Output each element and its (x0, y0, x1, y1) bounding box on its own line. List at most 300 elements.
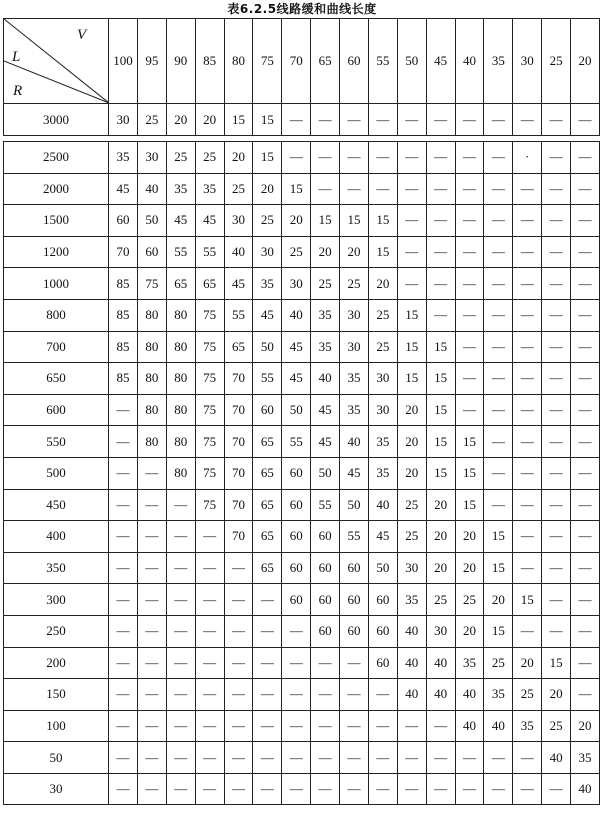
length-cell: 40 (282, 299, 311, 331)
length-cell: 75 (195, 299, 224, 331)
length-cell: 80 (166, 299, 195, 331)
table-row (4, 615, 600, 647)
length-cell: — (109, 679, 138, 711)
length-cell: — (571, 236, 600, 268)
length-cell: 15 (397, 331, 426, 363)
length-cell: 40 (484, 710, 513, 742)
length-cell: 60 (311, 521, 340, 553)
length-cell: — (311, 173, 340, 205)
length-cell: 85 (109, 331, 138, 363)
length-cell: — (542, 363, 571, 395)
radius-cell: 450 (4, 489, 109, 521)
length-cell: — (166, 584, 195, 616)
length-cell: 25 (311, 268, 340, 300)
length-cell: — (224, 742, 253, 774)
length-cell: — (253, 710, 282, 742)
length-cell: 80 (166, 331, 195, 363)
length-cell: — (224, 710, 253, 742)
length-cell: 15 (455, 457, 484, 489)
length-cell: 20 (368, 268, 397, 300)
length-cell: 45 (195, 205, 224, 237)
length-cell: — (166, 679, 195, 711)
length-cell: 85 (109, 299, 138, 331)
length-cell: — (455, 173, 484, 205)
length-cell: 20 (397, 394, 426, 426)
length-cell: 65 (224, 331, 253, 363)
length-cell: — (542, 457, 571, 489)
speed-header-cell: 75 (253, 19, 282, 104)
length-cell: 50 (137, 205, 166, 237)
length-cell: — (542, 205, 571, 237)
length-cell: 25 (484, 647, 513, 679)
length-cell: — (282, 142, 311, 174)
length-cell: — (426, 173, 455, 205)
length-cell: 70 (109, 236, 138, 268)
table-row (4, 489, 600, 521)
length-cell: — (542, 773, 571, 805)
table-row (4, 104, 600, 136)
length-cell: — (311, 773, 340, 805)
length-cell: 60 (282, 521, 311, 553)
length-cell: 15 (484, 615, 513, 647)
length-cell: 50 (340, 489, 369, 521)
length-cell: — (571, 615, 600, 647)
length-cell: 80 (137, 331, 166, 363)
length-cell: — (484, 236, 513, 268)
length-cell: 35 (340, 394, 369, 426)
length-cell: — (455, 142, 484, 174)
length-cell: 20 (311, 236, 340, 268)
length-cell: — (340, 710, 369, 742)
length-cell: 70 (224, 363, 253, 395)
length-cell: — (571, 142, 600, 174)
length-cell: 25 (282, 236, 311, 268)
length-cell: 70 (224, 457, 253, 489)
length-cell: — (137, 742, 166, 774)
length-cell: — (571, 173, 600, 205)
radius-cell: 2500 (4, 142, 109, 174)
length-cell: 70 (224, 426, 253, 458)
length-cell: 45 (282, 331, 311, 363)
length-cell: — (282, 773, 311, 805)
table-row (4, 552, 600, 584)
length-cell: 30 (426, 615, 455, 647)
length-cell: — (166, 647, 195, 679)
length-cell: 20 (455, 552, 484, 584)
table-row (4, 173, 600, 205)
length-cell: 25 (397, 489, 426, 521)
table-row (4, 268, 600, 300)
length-cell: 20 (253, 173, 282, 205)
radius-cell: 1500 (4, 205, 109, 237)
radius-cell: 350 (4, 552, 109, 584)
corner-cell (4, 19, 109, 104)
length-cell: — (426, 142, 455, 174)
length-cell: 80 (166, 426, 195, 458)
length-cell: — (109, 710, 138, 742)
table-row (4, 521, 600, 553)
length-cell: — (253, 742, 282, 774)
length-cell: 75 (137, 268, 166, 300)
length-cell: 25 (426, 584, 455, 616)
length-cell: 20 (397, 426, 426, 458)
length-cell: 30 (282, 268, 311, 300)
length-cell: — (224, 773, 253, 805)
length-cell: — (484, 489, 513, 521)
length-cell: 45 (253, 299, 282, 331)
length-cell: 40 (542, 742, 571, 774)
length-cell: 15 (513, 584, 542, 616)
speed-axis-label: V (77, 27, 87, 43)
length-cell: — (311, 710, 340, 742)
length-cell: 35 (195, 173, 224, 205)
length-cell: 30 (109, 104, 138, 136)
length-cell: 45 (368, 521, 397, 553)
length-cell: — (137, 647, 166, 679)
length-cell: 30 (397, 552, 426, 584)
length-cell: 20 (455, 615, 484, 647)
radius-cell: 1000 (4, 268, 109, 300)
length-cell: 40 (455, 679, 484, 711)
length-cell: 35 (368, 457, 397, 489)
length-cell: — (109, 742, 138, 774)
length-cell: 60 (368, 615, 397, 647)
length-cell: 15 (253, 142, 282, 174)
length-cell: 40 (311, 363, 340, 395)
radius-cell: 50 (4, 742, 109, 774)
length-cell: 30 (253, 236, 282, 268)
length-cell: — (368, 679, 397, 711)
length-cell: 60 (311, 584, 340, 616)
speed-header-cell: 30 (513, 19, 542, 104)
radius-cell: 500 (4, 457, 109, 489)
length-cell: 60 (368, 584, 397, 616)
length-cell: 15 (224, 104, 253, 136)
length-cell: — (513, 615, 542, 647)
length-cell: — (571, 363, 600, 395)
length-cell: 35 (311, 331, 340, 363)
speed-header-cell: 40 (455, 19, 484, 104)
length-cell: — (109, 615, 138, 647)
length-cell: — (368, 142, 397, 174)
length-cell: — (109, 426, 138, 458)
length-cell: 80 (166, 394, 195, 426)
length-cell: 25 (368, 299, 397, 331)
length-cell: — (282, 710, 311, 742)
length-cell: 45 (340, 457, 369, 489)
length-cell: — (166, 615, 195, 647)
length-cell: 60 (311, 615, 340, 647)
length-cell: 40 (397, 679, 426, 711)
length-cell: 75 (195, 331, 224, 363)
main-table (3, 141, 600, 805)
length-cell: 15 (368, 205, 397, 237)
length-cell: — (571, 205, 600, 237)
table-row (4, 331, 600, 363)
length-cell: 20 (513, 647, 542, 679)
length-cell: — (195, 647, 224, 679)
length-cell: 55 (282, 426, 311, 458)
length-cell: — (455, 331, 484, 363)
length-cell: 35 (484, 679, 513, 711)
length-cell: 15 (542, 647, 571, 679)
speed-header-cell: 95 (137, 19, 166, 104)
length-cell: — (224, 552, 253, 584)
length-cell: — (253, 647, 282, 679)
length-cell: 70 (224, 521, 253, 553)
length-cell: — (109, 457, 138, 489)
length-cell: — (311, 142, 340, 174)
length-cell: — (253, 584, 282, 616)
length-cell: 25 (166, 142, 195, 174)
radius-cell: 250 (4, 615, 109, 647)
length-cell: 45 (224, 268, 253, 300)
length-cell: — (513, 489, 542, 521)
length-cell: — (455, 742, 484, 774)
length-cell: — (542, 299, 571, 331)
length-cell: 35 (166, 173, 195, 205)
length-cell: — (166, 710, 195, 742)
table-row (4, 584, 600, 616)
length-cell: — (426, 299, 455, 331)
length-cell: — (513, 742, 542, 774)
length-cell: 20 (542, 679, 571, 711)
length-cell: — (340, 679, 369, 711)
length-cell: 80 (137, 394, 166, 426)
length-cell: 60 (368, 647, 397, 679)
length-cell: — (542, 236, 571, 268)
length-cell: — (397, 268, 426, 300)
length-cell: — (195, 710, 224, 742)
length-cell: — (137, 489, 166, 521)
length-cell: 60 (340, 615, 369, 647)
length-cell: 30 (340, 331, 369, 363)
length-cell: 30 (137, 142, 166, 174)
length-cell: — (282, 679, 311, 711)
radius-cell: 2000 (4, 173, 109, 205)
radius-cell: 550 (4, 426, 109, 458)
length-cell: — (513, 331, 542, 363)
length-cell: — (426, 710, 455, 742)
length-cell: 20 (455, 521, 484, 553)
length-cell: 20 (340, 236, 369, 268)
length-cell: 15 (426, 331, 455, 363)
radius-cell: 800 (4, 299, 109, 331)
length-cell: — (484, 205, 513, 237)
length-cell: — (513, 299, 542, 331)
length-cell: 65 (253, 521, 282, 553)
length-cell: — (542, 268, 571, 300)
length-cell: 80 (137, 426, 166, 458)
length-cell: — (484, 268, 513, 300)
length-cell: — (513, 426, 542, 458)
length-cell: 60 (311, 552, 340, 584)
radius-cell: 600 (4, 394, 109, 426)
radius-cell: 400 (4, 521, 109, 553)
table-row (4, 299, 600, 331)
length-cell: — (542, 426, 571, 458)
length-cell: — (426, 742, 455, 774)
speed-header-cell: 90 (166, 19, 195, 104)
speed-header-cell: 45 (426, 19, 455, 104)
length-cell: 65 (253, 426, 282, 458)
length-cell: 25 (195, 142, 224, 174)
length-cell: 80 (166, 457, 195, 489)
table-row (4, 647, 600, 679)
length-cell: — (166, 489, 195, 521)
length-cell: 15 (484, 521, 513, 553)
speed-header-cell: 50 (397, 19, 426, 104)
length-cell: 15 (311, 205, 340, 237)
radius-cell: 300 (4, 584, 109, 616)
length-cell: 45 (109, 173, 138, 205)
length-cell: — (455, 104, 484, 136)
length-cell: — (513, 521, 542, 553)
length-cell: 20 (195, 104, 224, 136)
length-cell: — (166, 742, 195, 774)
length-cell: — (195, 742, 224, 774)
length-cell: — (224, 615, 253, 647)
length-cell: 75 (195, 394, 224, 426)
length-cell: — (137, 679, 166, 711)
length-cell: 55 (195, 236, 224, 268)
radius-cell: 650 (4, 363, 109, 395)
length-cell: — (571, 521, 600, 553)
length-cell: — (397, 173, 426, 205)
length-cell: 60 (282, 552, 311, 584)
length-cell: 40 (455, 710, 484, 742)
length-cell: 15 (426, 363, 455, 395)
length-cell: 35 (513, 710, 542, 742)
length-cell: — (455, 773, 484, 805)
length-cell: — (253, 679, 282, 711)
length-cell: — (397, 742, 426, 774)
length-cell: — (282, 615, 311, 647)
length-cell: 35 (455, 647, 484, 679)
length-cell: — (397, 104, 426, 136)
length-cell: — (166, 773, 195, 805)
length-cell: 25 (340, 268, 369, 300)
length-cell: 60 (282, 584, 311, 616)
length-cell: 65 (195, 268, 224, 300)
table-row (4, 363, 600, 395)
length-cell: — (340, 142, 369, 174)
length-cell: — (195, 552, 224, 584)
length-cell: — (253, 615, 282, 647)
length-cell: 20 (426, 489, 455, 521)
length-cell: 30 (368, 363, 397, 395)
length-cell: — (571, 457, 600, 489)
length-cell: 30 (368, 394, 397, 426)
length-cell: 15 (426, 426, 455, 458)
length-cell: — (571, 584, 600, 616)
length-cell: — (195, 679, 224, 711)
length-cell: — (137, 584, 166, 616)
length-cell: — (397, 236, 426, 268)
length-cell: 85 (109, 363, 138, 395)
length-cell: — (340, 773, 369, 805)
length-cell: — (282, 104, 311, 136)
length-cell: — (571, 104, 600, 136)
length-cell: 35 (397, 584, 426, 616)
length-cell: — (397, 710, 426, 742)
length-cell: — (426, 205, 455, 237)
length-cell: — (484, 173, 513, 205)
speed-header-cell: 55 (368, 19, 397, 104)
length-cell: — (513, 552, 542, 584)
length-cell: 75 (195, 457, 224, 489)
length-cell: 45 (282, 363, 311, 395)
length-cell: — (195, 521, 224, 553)
length-cell: — (484, 331, 513, 363)
length-cell: 25 (224, 173, 253, 205)
length-cell: — (253, 773, 282, 805)
length-cell: 60 (340, 584, 369, 616)
speed-header-cell: 35 (484, 19, 513, 104)
speed-header-cell: 65 (311, 19, 340, 104)
length-cell: — (542, 489, 571, 521)
length-cell: 40 (224, 236, 253, 268)
length-cell: 40 (571, 773, 600, 805)
length-cell: — (571, 394, 600, 426)
length-cell: · (513, 142, 542, 174)
length-cell: — (513, 268, 542, 300)
length-cell: — (513, 173, 542, 205)
length-cell: — (513, 457, 542, 489)
length-cell: — (166, 552, 195, 584)
length-cell: — (224, 647, 253, 679)
length-cell: 45 (311, 426, 340, 458)
length-cell: 25 (137, 104, 166, 136)
table-title: 表6.2.5线路缓和曲线长度 (227, 2, 377, 16)
radius-cell: 200 (4, 647, 109, 679)
length-cell: 30 (224, 205, 253, 237)
length-cell: — (542, 173, 571, 205)
length-cell: — (368, 104, 397, 136)
length-cell: — (109, 584, 138, 616)
length-cell: — (368, 710, 397, 742)
length-cell: — (484, 299, 513, 331)
length-cell: — (426, 236, 455, 268)
length-cell: 15 (368, 236, 397, 268)
length-cell: — (340, 647, 369, 679)
length-cell: — (311, 647, 340, 679)
length-cell: 40 (368, 489, 397, 521)
length-cell: — (340, 104, 369, 136)
length-cell: 20 (224, 142, 253, 174)
length-cell: — (195, 615, 224, 647)
length-cell: 70 (224, 394, 253, 426)
length-cell: — (195, 773, 224, 805)
speed-header-cell: 25 (542, 19, 571, 104)
table-row (4, 710, 600, 742)
length-cell: 25 (253, 205, 282, 237)
length-cell: 80 (137, 299, 166, 331)
length-cell: — (137, 521, 166, 553)
length-cell: 60 (282, 489, 311, 521)
table-row (4, 236, 600, 268)
length-cell: — (340, 742, 369, 774)
length-cell: 45 (311, 394, 340, 426)
length-cell: — (542, 394, 571, 426)
header-table (3, 18, 600, 136)
length-cell: 15 (397, 299, 426, 331)
radius-cell: 700 (4, 331, 109, 363)
length-cell: 15 (282, 173, 311, 205)
length-cell: — (137, 552, 166, 584)
table-row (4, 394, 600, 426)
length-cell: 60 (340, 552, 369, 584)
